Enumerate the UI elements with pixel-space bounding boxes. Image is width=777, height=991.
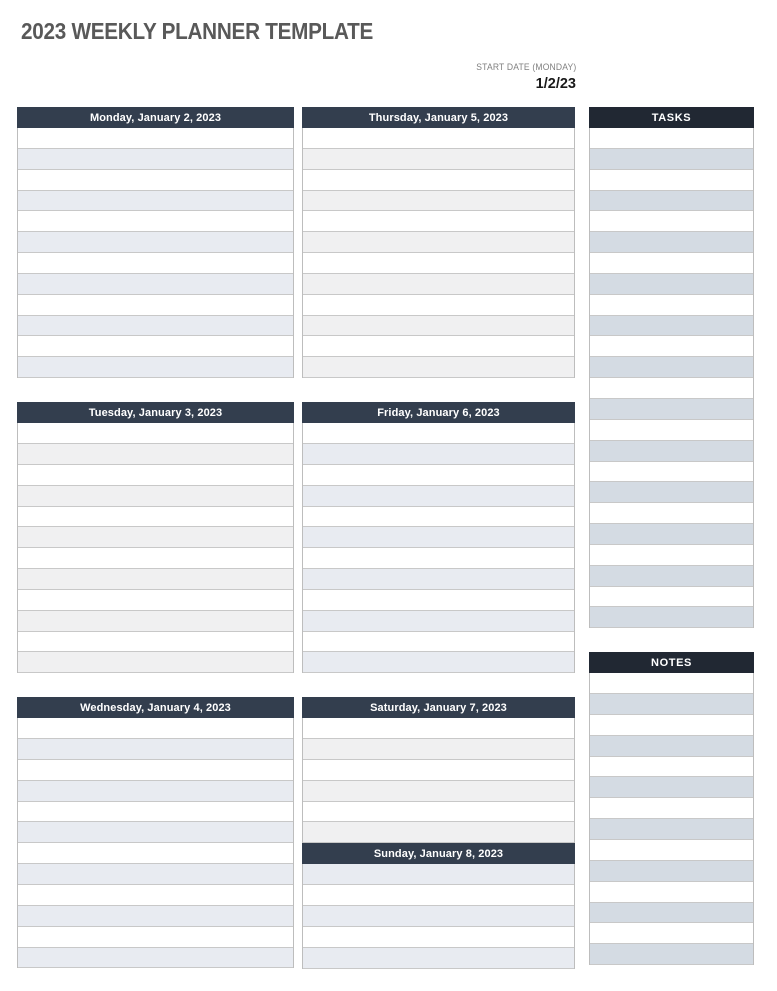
tasks-row-1[interactable] (590, 128, 753, 149)
panel-friday (302, 402, 575, 673)
panel-body-notes (589, 673, 754, 965)
tasks-row-6[interactable] (590, 232, 753, 253)
tuesday-row-10[interactable] (18, 611, 293, 632)
friday-row-10[interactable] (303, 611, 574, 632)
notes-row-10[interactable] (590, 861, 753, 882)
panel-saturday (302, 697, 575, 843)
monday-row-9[interactable] (18, 295, 293, 316)
tasks-row-21[interactable] (590, 545, 753, 566)
tasks-row-16[interactable] (590, 441, 753, 462)
panel-thursday (302, 107, 575, 378)
tasks-row-22[interactable] (590, 566, 753, 587)
friday-row-7[interactable] (303, 548, 574, 569)
saturday-row-2[interactable] (303, 739, 574, 760)
panel-body-thursday (302, 128, 575, 378)
panel-header-notes: NOTES (589, 652, 754, 673)
tuesday-row-5[interactable] (18, 507, 293, 528)
tasks-row-24[interactable] (590, 607, 753, 628)
panel-header-tasks: TASKS (589, 107, 754, 128)
tuesday-row-11[interactable] (18, 632, 293, 653)
panel-tuesday (17, 402, 294, 673)
friday-row-5[interactable] (303, 507, 574, 528)
friday-row-1[interactable] (303, 423, 574, 444)
panel-monday (17, 107, 294, 378)
notes-row-7[interactable] (590, 798, 753, 819)
tasks-row-5[interactable] (590, 211, 753, 232)
notes-row-8[interactable] (590, 819, 753, 840)
panel-body-friday (302, 423, 575, 673)
right-day-column (302, 107, 575, 969)
friday-row-12[interactable] (303, 652, 574, 673)
tasks-row-23[interactable] (590, 587, 753, 608)
saturday-row-4[interactable] (303, 781, 574, 802)
tasks-row-9[interactable] (590, 295, 753, 316)
notes-row-4[interactable] (590, 736, 753, 757)
thursday-row-6[interactable] (303, 232, 574, 253)
notes-row-3[interactable] (590, 715, 753, 736)
tuesday-row-3[interactable] (18, 465, 293, 486)
panel-header-monday: Monday, January 2, 2023 (17, 107, 294, 128)
friday-row-4[interactable] (303, 486, 574, 507)
friday-row-2[interactable] (303, 444, 574, 465)
saturday-row-5[interactable] (303, 802, 574, 823)
friday-row-9[interactable] (303, 590, 574, 611)
sunday-row-3[interactable] (303, 906, 574, 927)
start-date-value[interactable]: 1/2/23 (535, 76, 576, 92)
panel-header-saturday: Saturday, January 7, 2023 (302, 697, 575, 718)
tasks-row-8[interactable] (590, 274, 753, 295)
saturday-row-3[interactable] (303, 760, 574, 781)
friday-row-8[interactable] (303, 569, 574, 590)
tuesday-row-9[interactable] (18, 590, 293, 611)
page-title: 2023 WEEKLY PLANNER TEMPLATE (21, 18, 374, 44)
tasks-row-18[interactable] (590, 482, 753, 503)
tasks-row-10[interactable] (590, 316, 753, 337)
sunday-row-2[interactable] (303, 885, 574, 906)
thursday-row-11[interactable] (303, 336, 574, 357)
notes-row-13[interactable] (590, 923, 753, 944)
panel-body-monday (17, 128, 294, 378)
notes-row-14[interactable] (590, 944, 753, 965)
tuesday-row-7[interactable] (18, 548, 293, 569)
notes-row-11[interactable] (590, 882, 753, 903)
notes-row-9[interactable] (590, 840, 753, 861)
panel-header-tuesday: Tuesday, January 3, 2023 (17, 402, 294, 423)
notes-row-6[interactable] (590, 777, 753, 798)
thursday-row-9[interactable] (303, 295, 574, 316)
tasks-row-3[interactable] (590, 170, 753, 191)
thursday-row-8[interactable] (303, 274, 574, 295)
tuesday-row-8[interactable] (18, 569, 293, 590)
wednesday-row-4[interactable] (18, 781, 293, 802)
thursday-row-5[interactable] (303, 211, 574, 232)
tasks-row-14[interactable] (590, 399, 753, 420)
tuesday-row-4[interactable] (18, 486, 293, 507)
monday-row-2[interactable] (18, 149, 293, 170)
friday-row-11[interactable] (303, 632, 574, 653)
tasks-row-15[interactable] (590, 420, 753, 441)
panel-header-sunday: Sunday, January 8, 2023 (302, 843, 575, 864)
notes-row-2[interactable] (590, 694, 753, 715)
panel-body-tasks (589, 128, 754, 628)
friday-row-6[interactable] (303, 527, 574, 548)
saturday-row-1[interactable] (303, 718, 574, 739)
tuesday-row-6[interactable] (18, 527, 293, 548)
monday-row-1[interactable] (18, 128, 293, 149)
tuesday-row-12[interactable] (18, 652, 293, 673)
sunday-row-4[interactable] (303, 927, 574, 948)
start-date-label: START DATE (MONDAY) (475, 62, 576, 72)
tasks-row-19[interactable] (590, 503, 753, 524)
tuesday-row-2[interactable] (18, 444, 293, 465)
panel-header-friday: Friday, January 6, 2023 (302, 402, 575, 423)
notes-row-1[interactable] (590, 673, 753, 694)
tasks-row-4[interactable] (590, 191, 753, 212)
wednesday-row-5[interactable] (18, 802, 293, 823)
tasks-row-17[interactable] (590, 462, 753, 483)
panel-sunday (302, 843, 575, 968)
wednesday-row-1[interactable] (18, 718, 293, 739)
monday-row-5[interactable] (18, 211, 293, 232)
friday-row-3[interactable] (303, 465, 574, 486)
wednesday-row-3[interactable] (18, 760, 293, 781)
tasks-row-7[interactable] (590, 253, 753, 274)
tasks-row-20[interactable] (590, 524, 753, 545)
thursday-row-7[interactable] (303, 253, 574, 274)
start-date-block (471, 62, 576, 92)
thursday-row-12[interactable] (303, 357, 574, 378)
thursday-row-4[interactable] (303, 191, 574, 212)
monday-row-12[interactable] (18, 357, 293, 378)
monday-row-4[interactable] (18, 191, 293, 212)
panel-header-thursday: Thursday, January 5, 2023 (302, 107, 575, 128)
saturday-row-6[interactable] (303, 822, 574, 843)
tasks-row-11[interactable] (590, 336, 753, 357)
thursday-row-10[interactable] (303, 316, 574, 337)
wednesday-row-9[interactable] (18, 885, 293, 906)
panel-wednesday (17, 697, 294, 968)
monday-row-10[interactable] (18, 316, 293, 337)
wednesday-row-11[interactable] (18, 927, 293, 948)
wednesday-row-7[interactable] (18, 843, 293, 864)
panel-body-saturday (302, 718, 575, 843)
side-column (589, 107, 754, 965)
tasks-row-13[interactable] (590, 378, 753, 399)
left-day-column (17, 107, 294, 968)
wednesday-row-8[interactable] (18, 864, 293, 885)
panel-body-tuesday (17, 423, 294, 673)
notes-row-5[interactable] (590, 757, 753, 778)
thursday-row-3[interactable] (303, 170, 574, 191)
sunday-row-1[interactable] (303, 864, 574, 885)
panel-body-wednesday (17, 718, 294, 968)
panel-header-wednesday: Wednesday, January 4, 2023 (17, 697, 294, 718)
thursday-row-2[interactable] (303, 149, 574, 170)
notes-row-12[interactable] (590, 903, 753, 924)
panel-notes (589, 652, 754, 965)
monday-row-6[interactable] (18, 232, 293, 253)
tasks-row-12[interactable] (590, 357, 753, 378)
monday-row-7[interactable] (18, 253, 293, 274)
monday-row-11[interactable] (18, 336, 293, 357)
wednesday-row-12[interactable] (18, 948, 293, 969)
panel-tasks (589, 107, 754, 628)
wednesday-row-2[interactable] (18, 739, 293, 760)
monday-row-8[interactable] (18, 274, 293, 295)
wednesday-row-6[interactable] (18, 822, 293, 843)
monday-row-3[interactable] (18, 170, 293, 191)
panel-body-sunday (302, 864, 575, 968)
tasks-row-2[interactable] (590, 149, 753, 170)
wednesday-row-10[interactable] (18, 906, 293, 927)
sunday-row-5[interactable] (303, 948, 574, 969)
tuesday-row-1[interactable] (18, 423, 293, 444)
thursday-row-1[interactable] (303, 128, 574, 149)
